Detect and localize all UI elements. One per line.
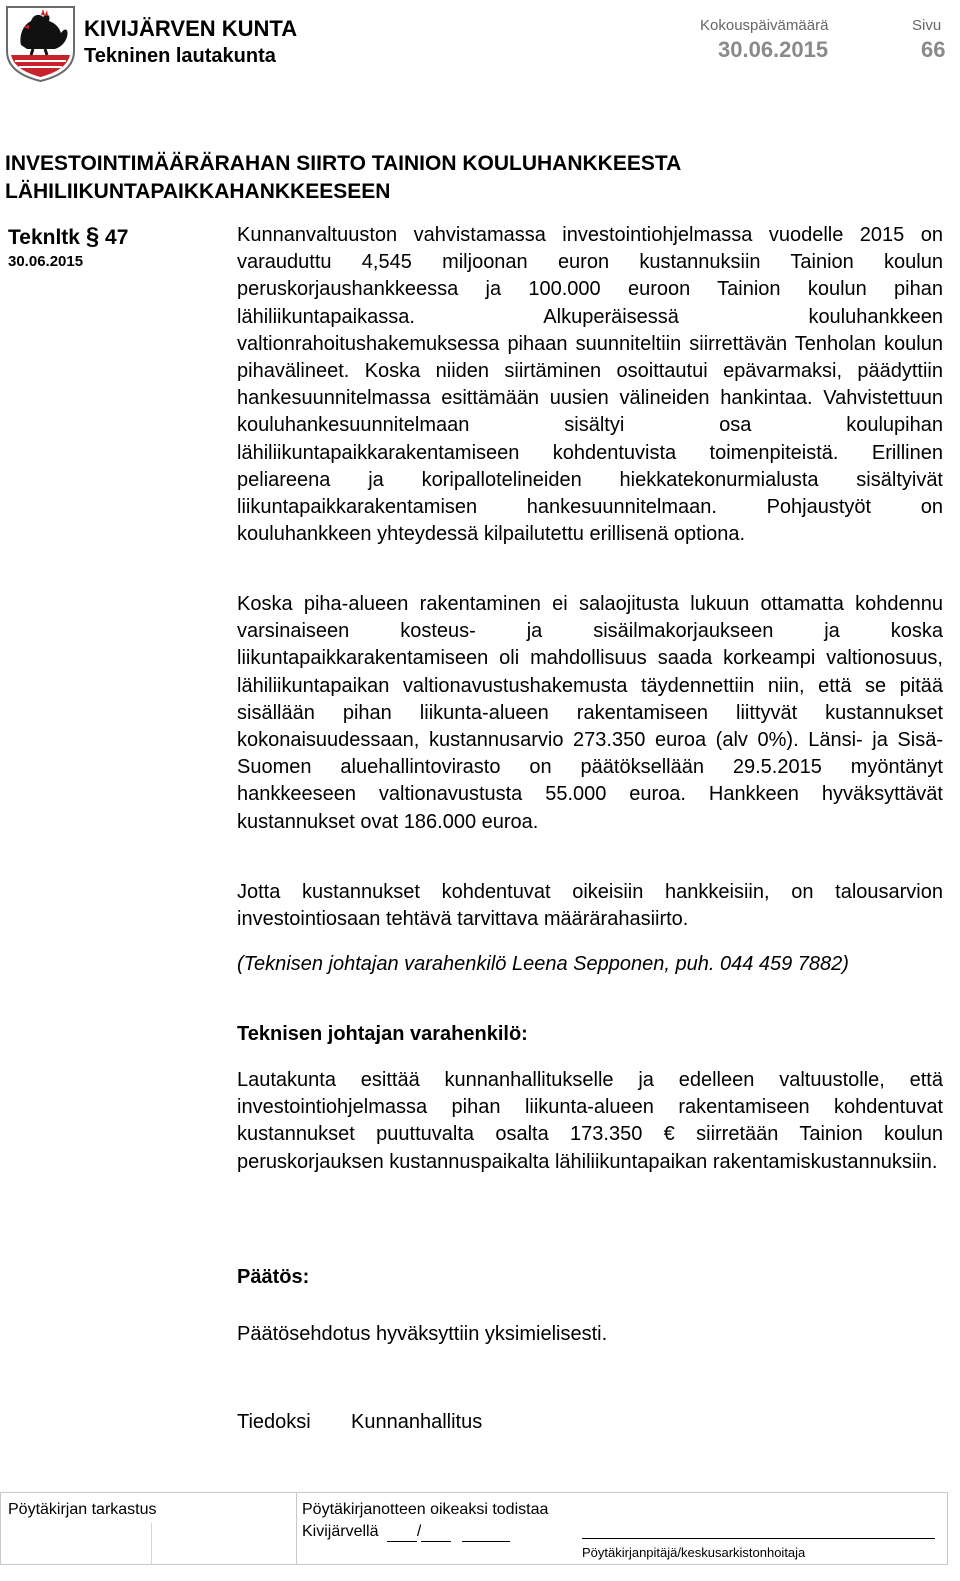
section-number: 47 (105, 226, 129, 249)
year-blank (462, 1527, 510, 1542)
page-number: 66 (921, 37, 946, 62)
paragraph-funding: Koska piha-alueen rakentaminen ei salaojitusta lukuun ottamatta kohdennu varsinaiseen kosteus- ja sisäilmakorjaukseen ja koska liikuntapaikkarakentamiseen oli mahdollisuus saada korkeampi valtionosuus, lähiliikuntapaikan valtionavustushakemusta täydennettiin niin, että se pitää sisällään pihan liikunta-alueen rakentamiseen liittyvät kustannukset kokonaisuudessaan, kustannusarvio 273.350 euroa (alv 0%). Länsi- ja Sisä-Suomen aluehallintovirasto on päätöksellään 29.5.2015 myöntänyt hankkeeseen valtionavustusta 55.000 euroa. Hankkeen hyväksyttävät kustannukset ovat 186.000 euroa. (237, 593, 943, 833)
page-label: Sivu (912, 17, 942, 34)
paragraph-proposal: Lautakunta esittää kunnanhallitukselle ja edelleen valtuustolle, että investointiohjelmassa pihan liikunta-alueen rakentamiseen kohdentuvat kustannukset puuttuvalta osalta 173.350 € siirretään Tainion koulun peruskorjauksen kustannuspaikalta lähiliikuntapaikan rakentamiskustannuksiin. (237, 1069, 943, 1173)
section-identifier (8, 224, 128, 251)
signer-title: Pöytäkirjanpitäjä/keskusarkistonhoitaja (582, 1545, 806, 1560)
day-blank (387, 1527, 417, 1542)
section-symbol: § (85, 223, 100, 250)
footer-divider (296, 1492, 297, 1565)
certify-label: Pöytäkirjanotteen oikeaksi todistaa (302, 1501, 549, 1518)
decision-heading: Päätös: (237, 1266, 310, 1288)
document-title: INVESTOINTIMÄÄRÄRAHAN SIIRTO TAINION KOULUHANKKEESTA LÄHILIIKUNTAPAIKKAHANKKEESEEN (5, 152, 681, 203)
board-name: Tekninen lautakunta (84, 45, 276, 67)
review-label: Pöytäkirjan tarkastus (8, 1501, 157, 1518)
signature-line (582, 1538, 935, 1539)
month-blank (421, 1527, 451, 1542)
info-recipient: Kunnanhallitus (351, 1411, 483, 1433)
footer-divider (151, 1523, 152, 1565)
section-prefix: Teknltk (8, 226, 80, 249)
paragraph-transfer: Jotta kustannukset kohdentuvat oikeisiin hankkeisiin, on talousarvion investointiosaan tehtävä tarvittava määrärahasiirto. (237, 881, 943, 931)
place: Kivijärvellä (302, 1523, 379, 1540)
decision-text: Päätösehdotus hyväksyttiin yksimielisesti. (237, 1323, 608, 1345)
place-date-line (302, 1522, 510, 1542)
organization-name: KIVIJÄRVEN KUNTA (84, 16, 298, 41)
municipal-crest-icon (5, 5, 76, 82)
info-label: Tiedoksi (237, 1411, 311, 1433)
meeting-date-label: Kokouspäivämäärä (700, 17, 829, 34)
paragraph-background: Kunnanvaltuuston vahvistamassa investointiohjelmassa vuodelle 2015 on varauduttu 4,545 miljoonan euron kustannuksiin Tainion koulun peruskorjaushankkeessa ja 100.000 euroon Tainion koulun pihan lähiliikuntapaikassa. Alkuperäisessä kouluhankkeen valtionrahoitushakemuksessa pihaan suunniteltiin siirrettävän Tenholan koulun pihavälineet. Koska niiden siirtäminen osoittautui epävarmaksi, päädyttiin hankesuunnitelmassa esittämään uusien välineiden hankintaa. Vahvistettuun kouluhankesuunnitelmaan sisältyi osa koulupihan lähiliikuntapaikkarakentamiseen kohdentuvista toimenpiteistä. Erillinen peliareena ja koripallotelineiden hiekkatekonurmialusta sisältyivät liikuntapaikkarakentamisen hankesuunnitelmaan. Pohjaustyöt on kouluhankkeen yhteydessä kilpailutettu erillisenä optiona. (237, 224, 943, 546)
proposal-heading: Teknisen johtajan varahenkilö: (237, 1023, 528, 1045)
meeting-date: 30.06.2015 (718, 37, 829, 62)
section-date: 30.06.2015 (8, 253, 84, 270)
date-separator: / (416, 1523, 422, 1540)
paragraph-contact: (Teknisen johtajan varahenkilö Leena Sepponen, puh. 044 459 7882) (237, 953, 849, 975)
